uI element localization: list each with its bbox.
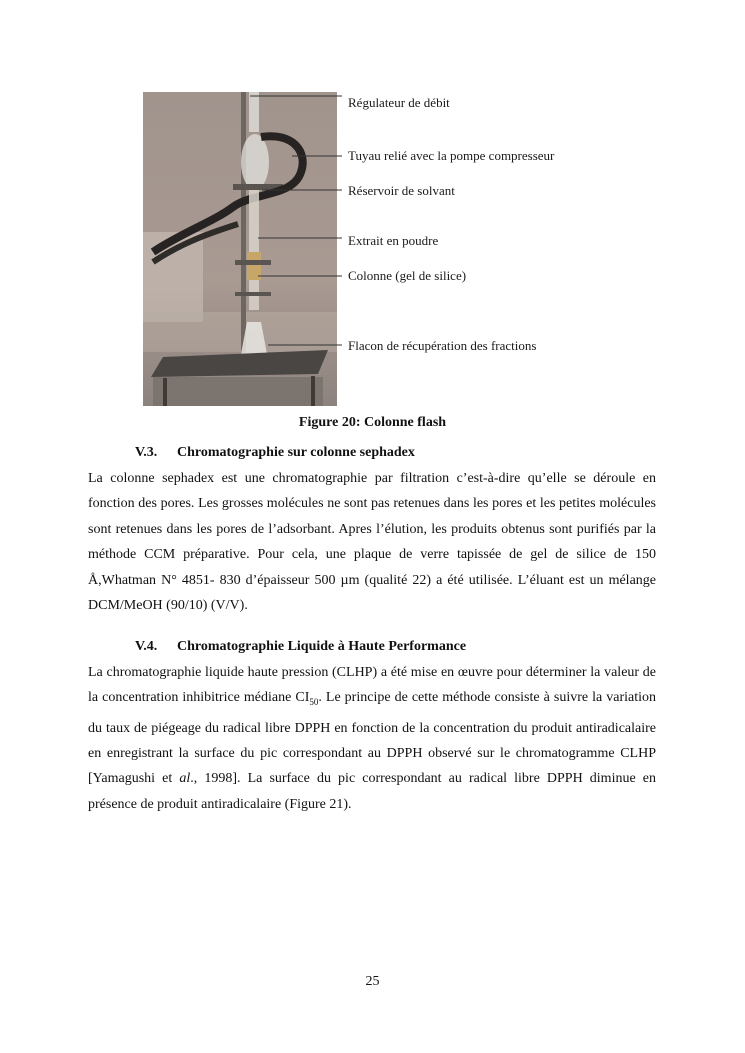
paragraph-text: . Le principe de cette méthode consiste à suivre la variation du taux de piégeage du radical libre DPPH en fonction de la concentration du produit antiradicalaire en enregistrant la surface du pic correspondant au DPPH observé sur le chromatogramme CLHP [Yamagushi et xyxy=(88,690,656,787)
subscript: 50 xyxy=(309,697,319,708)
callout-lines xyxy=(0,0,745,420)
section-title-text: Chromatographie Liquide à Haute Performance xyxy=(177,639,467,654)
label-solvent-reservoir: Réservoir de solvant xyxy=(348,183,455,198)
section-heading-v3 xyxy=(135,445,415,461)
italic-text: al xyxy=(179,771,191,787)
section-number: V.4. xyxy=(135,639,158,654)
section-heading-v4 xyxy=(135,639,466,655)
column-photo xyxy=(143,92,337,406)
paragraph-sephadex: La colonne sephadex est une chromatographie par filtration c’est-à-dire qu’elle se déroule en fonction des pores. Les grosses molécules ne sont pas retenues dans les pores et les petites molécules sont retenues dans les pores de l’adsorbant. Apres l’élution, les produits obtenus sont purifiés par la méthode CCM préparative. Pour cela, une plaque de verre tapissée de gel de silice de 150 Å,Whatman N° 4851- 830 d’épaisseur 500 µm (qualité 22) a été utilisée. L’éluant est un mélange DCM/MeOH (90/10) (V/V). xyxy=(88,471,656,614)
section-number: V.3. xyxy=(135,445,158,460)
paragraph-text: La chromatographie liquide haute pression (CLHP) a été mise en œuvre pour déterminer la valeur de la concentration inhibitrice médiane CI xyxy=(88,665,656,706)
label-powder-extract: Extrait en poudre xyxy=(348,233,439,248)
label-flow-regulator: Régulateur de débit xyxy=(348,95,450,110)
section-title-text: Chromatographie sur colonne sephadex xyxy=(177,445,415,460)
figure-caption: Figure 20: Colonne flash xyxy=(298,415,447,430)
paragraph-text: ., 1998]. La surface du pic correspondant au radical libre DPPH diminue en présence de produit antiradicalaire (Figure 21). xyxy=(88,771,656,812)
paragraph-hplc xyxy=(88,660,656,817)
label-collection-flask: Flacon de récupération des fractions xyxy=(348,338,537,353)
label-column: Colonne (gel de silice) xyxy=(348,268,467,283)
page-number: 25 xyxy=(365,974,380,989)
label-hose: Tuyau relié avec la pompe compresseur xyxy=(348,148,555,163)
